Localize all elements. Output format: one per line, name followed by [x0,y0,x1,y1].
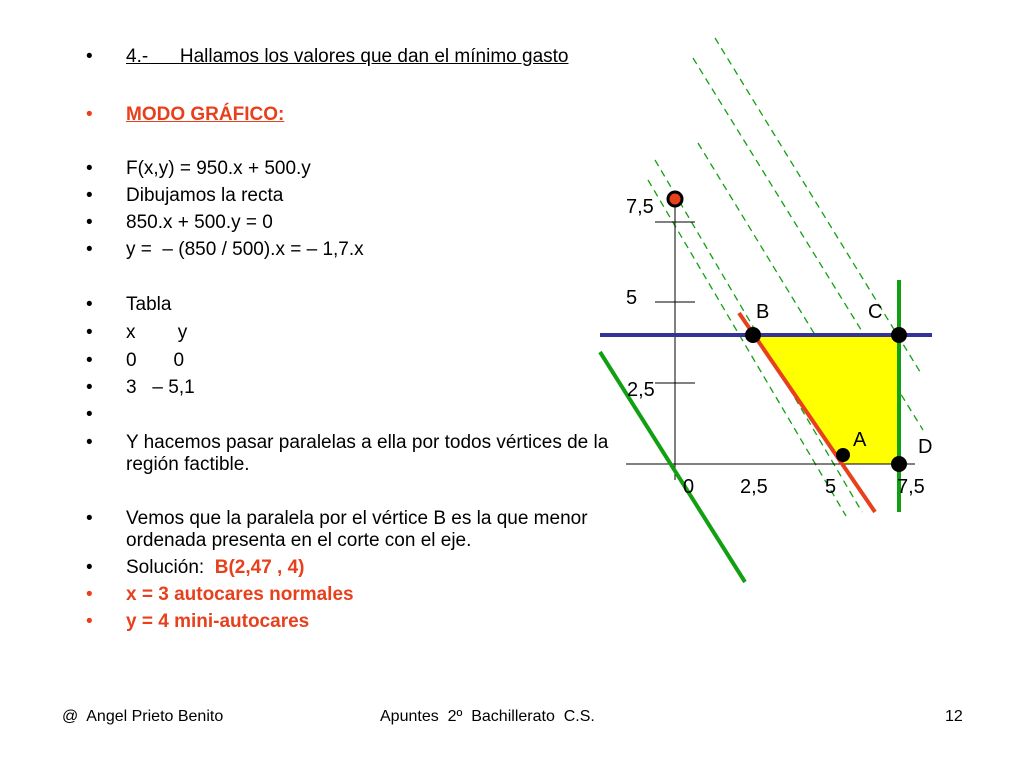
x-tick-label: 5 [825,476,837,498]
bullet-dot: • [86,350,93,371]
origin-intercept-point [668,192,682,206]
bullet-dot: • [86,432,93,453]
bullet-dot: • [86,46,93,67]
bullet-dot: • [86,185,93,206]
table-row: 3 – 5,1 [126,377,195,398]
draw-text: Dibujamos la recta [126,185,284,206]
x-tick-label: 2,5 [740,476,768,498]
table-header: x y [126,322,188,343]
green-diagonal-line [600,352,745,582]
vertex-label-d: D [918,436,933,458]
line-eq-text: 850.x + 500.y = 0 [126,212,273,233]
bullet-dot: • [86,294,93,315]
vertex-label-c: C [868,301,883,323]
solution-value: B(2,47 , 4) [214,557,305,578]
y-tick-label: 2,5 [627,379,655,401]
bullet-dot: • [86,611,93,632]
vertex-b-text: Vemos que la paralela por el vértice B es la que menor ordenada presenta en el corte con el eje. [126,508,588,551]
bullet-dot: • [86,404,93,425]
result-y-text: y = 4 mini-autocares [126,611,310,632]
x-tick-label: 7,5 [897,476,925,498]
vertex-label-a: A [853,429,867,451]
parallels-text: Y hacemos pasar paralelas a ella por todos vértices de la región factible. [126,432,609,475]
vertex-a-point [836,448,850,462]
slope-text: y = – (850 / 500).x = – 1,7.x [126,239,364,260]
vertex-c-point [891,327,907,343]
footer-author: @ Angel Prieto Benito [62,708,224,725]
vertex-b-point [745,327,761,343]
footer-course: Apuntes 2º Bachillerato C.S. [380,708,595,725]
bullet-dot: • [86,322,93,343]
mode-title: MODO GRÁFICO: [126,104,285,125]
result-x-text: x = 3 autocares normales [126,584,354,605]
vertex-d-point [891,456,907,472]
footer-page-number: 12 [945,708,963,725]
table-row: 0 0 [126,350,185,371]
bullet-dot: • [86,158,93,179]
feasible-region [753,335,899,464]
heading-text: 4.- Hallamos los valores que dan el mínimo gasto [126,46,569,67]
bullet-dot: • [86,584,93,605]
y-tick-label: 5 [626,287,638,309]
bullet-dot: • [86,508,93,529]
bullet-dot: • [86,557,93,578]
bullet-dot: • [86,212,93,233]
solution-label: Solución: [126,557,215,578]
bullet-dot: • [86,104,93,125]
bullet-dot: • [86,239,93,260]
vertex-label-b: B [756,301,770,323]
y-tick-label: 7,5 [626,196,654,218]
bullet-dot: • [86,377,93,398]
table-title: Tabla [126,294,172,315]
function-text: F(x,y) = 950.x + 500.y [126,158,311,179]
x-tick-label: 0 [683,476,695,498]
